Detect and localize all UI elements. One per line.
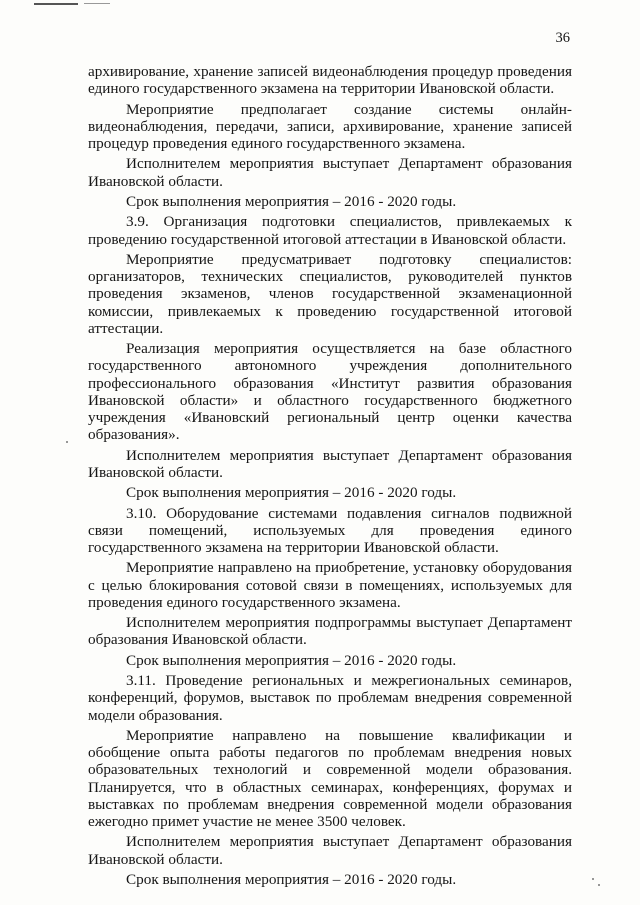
document-body xyxy=(88,63,572,891)
paragraph: Мероприятие направлено на приобретение, установку оборудования с целью блокирования сотовой связи в помещениях, используемых для проведения единого государственного экзамена. xyxy=(88,559,572,611)
paragraph: Срок выполнения мероприятия – 2016 - 2020 годы. xyxy=(126,651,457,669)
paragraph: Мероприятие предусматривает подготовку специалистов: организаторов, технических специалистов, руководителей пунктов проведения экзаменов, членов государственной экзаменационной комиссии, привлекаемых к проведению государственной итоговой аттестации. xyxy=(88,250,572,337)
paragraph: Исполнителем мероприятия выступает Департамент образования Ивановской области. xyxy=(88,446,572,481)
paragraph: Исполнителем мероприятия подпрограммы выступает Департамент образования Ивановской области. xyxy=(88,614,572,649)
paragraph: Срок выполнения мероприятия – 2016 - 2020 годы. xyxy=(126,192,457,210)
section-heading: 3.9. Организация подготовки специалистов, привлекаемых к проведению государственной итоговой аттестации в Ивановской области. xyxy=(88,213,572,248)
paragraph: Срок выполнения мероприятия – 2016 - 2020 годы. xyxy=(126,870,457,888)
section-heading: 3.10. Оборудование системами подавления сигналов подвижной связи помещений, используемых для проведения единого государственного экзамена на территории Ивановской области. xyxy=(88,504,572,556)
paragraph: Мероприятие направлено на повышение квалификации и обобщение опыта работы педагогов по проблемам внедрения новых образовательных технологий и современной модели образования. Планируется, что в областных семинарах, конференциях, форумах и выставках по проблемам внедрения современной модели образования ежегодно примет участие не менее 3500 человек. xyxy=(88,726,572,830)
paragraph: Мероприятие предполагает создание системы онлайн-видеонаблюдения, передачи, записи, архивирование, хранение записей процедур проведения единого государственного экзамена. xyxy=(88,100,572,152)
scan-artifact-line xyxy=(34,3,78,5)
paragraph: архивирование, хранение записей видеонаблюдения процедур проведения единого государственного экзамена на территории Ивановской области. xyxy=(88,63,572,98)
paragraph: Исполнителем мероприятия выступает Департамент образования Ивановской области. xyxy=(88,155,572,190)
paragraph: Реализация мероприятия осуществляется на базе областного государственного автономного учреждения дополнительного профессионального образования «Институт развития образования Ивановской области» и областного государственного бюджетного учреждения «Ивановский региональный центр оценки качества образования». xyxy=(88,340,572,444)
scan-artifact-line xyxy=(84,3,110,4)
paragraph: Исполнителем мероприятия выступает Департамент образования Ивановской области. xyxy=(88,833,572,868)
scan-speck xyxy=(66,441,68,443)
scan-speck xyxy=(598,884,600,886)
scan-speck xyxy=(592,878,594,880)
page-number: 36 xyxy=(555,30,570,46)
paragraph: Срок выполнения мероприятия – 2016 - 2020 годы. xyxy=(126,484,457,502)
section-heading: 3.11. Проведение региональных и межрегиональных семинаров, конференций, форумов, выставок по проблемам внедрения современной модели образования. xyxy=(88,672,572,724)
